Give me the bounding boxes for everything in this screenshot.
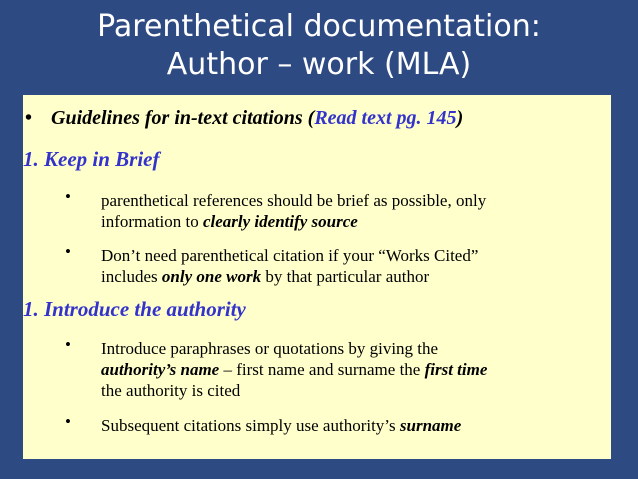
item-text-part: information to xyxy=(101,212,203,231)
title-line-1: Parenthetical documentation: xyxy=(97,9,541,44)
item-text xyxy=(101,359,487,380)
item-emphasis: first time xyxy=(424,360,488,379)
content-panel xyxy=(23,95,611,459)
item-emphasis: clearly identify source xyxy=(202,212,358,231)
item-text: the authority is cited xyxy=(101,381,241,400)
item-emphasis: only one work xyxy=(161,267,262,286)
bullet-dot: • xyxy=(65,187,71,206)
item-emphasis: surname xyxy=(399,416,462,435)
bullet-dot: • xyxy=(65,335,71,354)
guideline-text: Guidelines for in-text citations ( xyxy=(51,107,315,129)
item-text xyxy=(101,415,461,436)
guideline-bullet xyxy=(25,107,463,130)
item-text xyxy=(101,211,358,232)
item-text-part: Subsequent citations simply use authority’s xyxy=(101,416,400,435)
bullet-dot: • xyxy=(65,412,71,431)
bullet-dot: • xyxy=(25,107,33,129)
item-text xyxy=(101,266,429,287)
title-line-2: Author – work (MLA) xyxy=(166,47,472,82)
item-text-part: includes xyxy=(101,267,162,286)
slide-title xyxy=(0,8,638,84)
guideline-suffix: ) xyxy=(456,107,464,129)
item-text: Introduce paraphrases or quotations by giving the xyxy=(101,339,439,358)
item-text-part: by that particular author xyxy=(261,267,430,286)
item-text: parenthetical references should be brief as possible, only xyxy=(101,191,487,210)
item-emphasis: authority’s name xyxy=(101,360,220,379)
item-text-part: – first name and surname the xyxy=(219,360,425,379)
bullet-dot: • xyxy=(65,242,71,261)
item-text: Don’t need parenthetical citation if your “Works Cited” xyxy=(101,246,479,265)
section-heading-keep-brief: 1. Keep in Brief xyxy=(23,147,160,171)
section-heading-introduce-authority: 1. Introduce the authority xyxy=(23,297,246,321)
guideline-reference: Read text pg. 145 xyxy=(314,107,457,129)
